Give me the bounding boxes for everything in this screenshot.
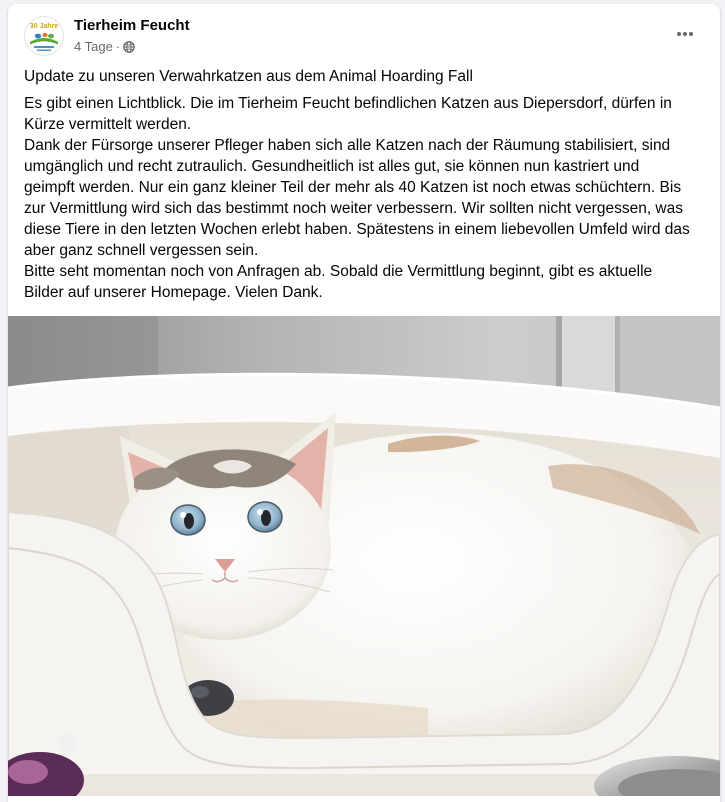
more-options-icon — [675, 24, 695, 44]
logo-lettering: 30 Jahre — [29, 23, 59, 30]
cat-left-eye — [171, 505, 205, 535]
post-body-line: umgänglich und recht zutraulich. Gesundheitlich ist alles gut, sie können nun kastriert und — [24, 158, 640, 175]
post-body-line: Dank der Fürsorge unserer Pfleger haben sich alle Katzen nach der Räumung stabilisiert, sind — [24, 137, 671, 154]
post-body-line: Kürze vermittelt werden. — [24, 116, 192, 133]
post-body-line: Bitte seht momentan noch von Anfragen ab. Sobald die Vermittlung beginnt, gibt es aktuelle — [24, 263, 653, 280]
author-name[interactable]: Tierheim Feucht — [74, 17, 190, 34]
page-logo — [24, 16, 64, 56]
post-body-line: Es gibt einen Lichtblick. Die im Tierheim Feucht befindlichen Katzen aus Diepersdorf, dürfen in — [24, 95, 672, 112]
post-text — [24, 66, 690, 303]
post-headline: Update zu unseren Verwahrkatzen aus dem Animal Hoarding Fall — [24, 68, 473, 85]
post-body-line: diese Tiere in den letzten Wochen erlebt haben. Spätestens in einem liebevollen Umfeld wird das — [24, 221, 690, 238]
post-meta — [74, 39, 135, 55]
page-avatar[interactable] — [24, 16, 64, 56]
more-options-button[interactable] — [667, 16, 703, 52]
post-timestamp[interactable]: 4 Tage — [74, 39, 113, 54]
meta-separator: · — [115, 39, 121, 54]
post-body-line: Bilder auf unserer Homepage. Vielen Dank. — [24, 284, 323, 301]
globe-icon — [123, 41, 135, 53]
cat-right-eye — [248, 502, 282, 532]
post-photo[interactable] — [8, 316, 720, 796]
post-body-line: aber ganz schnell vergessen sein. — [24, 242, 259, 259]
post-body-line: zur Vermittlung wird sich das bestimmt noch weiter verbessern. Wir sollten nicht vergessen, was — [24, 200, 683, 217]
post-body-line: geimpft werden. Nur ein ganz kleiner Teil der mehr als 40 Katzen ist noch etwas schüchtern. Bis — [24, 179, 682, 196]
post-card — [8, 4, 720, 802]
